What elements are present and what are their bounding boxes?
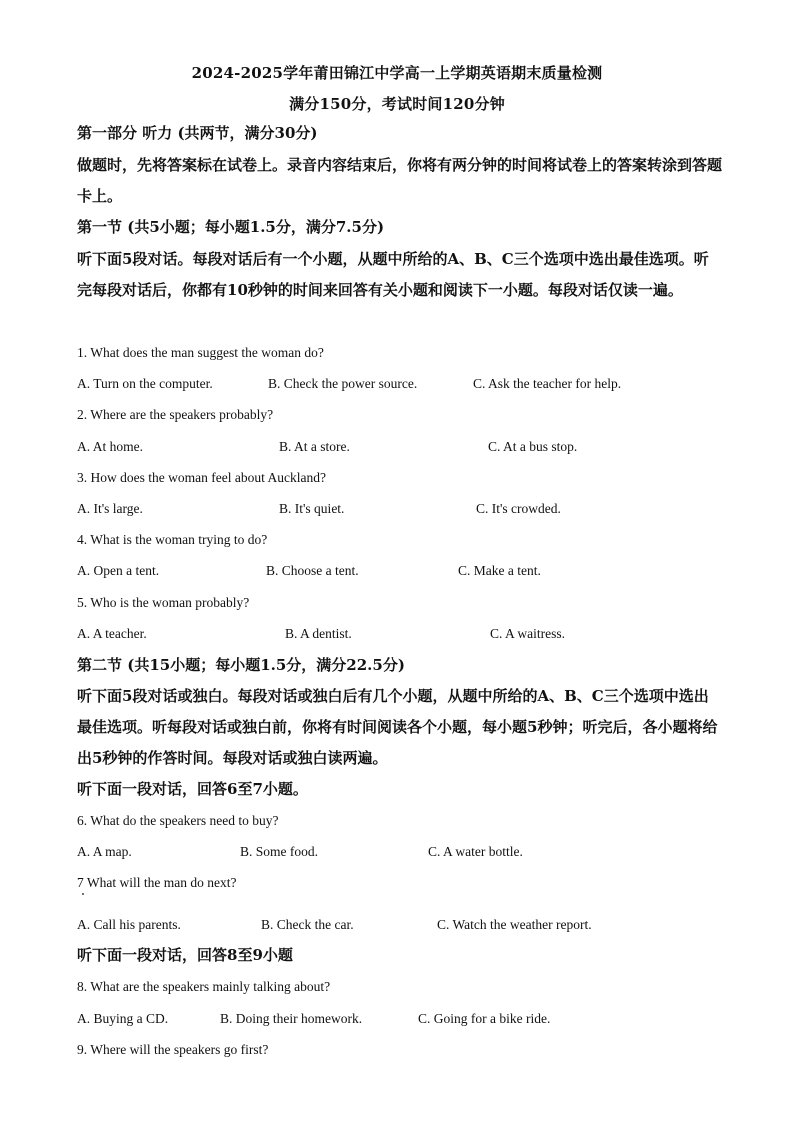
option-b: B. Choose a tent.	[266, 563, 359, 578]
option-c: C. Watch the weather report.	[437, 917, 592, 932]
option-c: C. Ask the teacher for help.	[473, 376, 622, 391]
option-c: C. Going for a bike ride.	[418, 1011, 551, 1026]
option-c: C. A water bottle.	[428, 844, 523, 859]
question-3: 3. How does the woman feel about Auckland?	[77, 470, 326, 485]
option-a: A. Turn on the computer.	[77, 376, 213, 391]
section2-heading: 第二节 (共15小题；每小题1.5分，满分22.5分)	[77, 656, 405, 674]
option-a: A. Open a tent.	[77, 563, 160, 578]
question-1: 1. What does the man suggest the woman do?	[77, 345, 324, 360]
option-a: A. It's large.	[77, 501, 143, 516]
exam-title: 2024-2025学年莆田锦江中学高一上学期英语期末质量检测	[191, 64, 603, 82]
option-a: A. At home.	[77, 439, 143, 454]
part1-instruction: 做题时，先将答案标在试卷上。录音内容结束后，你将有两分钟的时间将试卷上的答案转涂到答题卡上。	[77, 156, 723, 205]
option-c: C. It's crowded.	[476, 501, 561, 516]
option-a: A. Buying a CD.	[77, 1011, 169, 1026]
option-b: B. Check the car.	[261, 917, 354, 932]
option-a: A. A teacher.	[77, 626, 147, 641]
section1-instruction: 听下面5段对话。每段对话后有一个小题，从题中所给的A、B、C三个选项中选出最佳选项。听完每段对话后，你都有10秒钟的时间来回答有关小题和阅读下一小题。每段对话仅读一遍。	[77, 250, 709, 299]
option-a: A. Call his parents.	[77, 917, 181, 932]
option-c: C. A waitress.	[490, 626, 566, 641]
exam-subtitle: 满分150分，考试时间120分钟	[289, 95, 505, 113]
question-6: 6. What do the speakers need to buy?	[77, 813, 279, 828]
group2-heading: 听下面一段对话，回答8至9小题	[77, 946, 293, 964]
group1-heading: 听下面一段对话，回答6至7小题。	[77, 780, 308, 798]
question-5: 5. Who is the woman probably?	[77, 595, 250, 610]
option-b: B. Some food.	[240, 844, 319, 859]
stray-dot	[82, 893, 84, 895]
section1-heading: 第一节 (共5小题；每小题1.5分，满分7.5分)	[77, 218, 385, 236]
option-b: B. A dentist.	[285, 626, 352, 641]
option-b: B. Check the power source.	[268, 376, 418, 391]
option-c: C. At a bus stop.	[488, 439, 578, 454]
option-a: A. A map.	[77, 844, 132, 859]
question-7: 7 What will the man do next?	[77, 875, 237, 890]
option-b: B. Doing their homework.	[220, 1011, 363, 1026]
option-b: B. At a store.	[279, 439, 350, 454]
option-b: B. It's quiet.	[279, 501, 345, 516]
question-8: 8. What are the speakers mainly talking about?	[77, 979, 331, 994]
section2-instruction: 听下面5段对话或独白。每段对话或独白后有几个小题，从题中所给的A、B、C三个选项中选出最佳选项。听每段对话或独白前，你将有时间阅读各个小题，每小题5秒钟；听完后，各小题将给出5秒钟的作答时间。每段对话或独白读两遍。	[77, 687, 718, 767]
question-9: 9. Where will the speakers go first?	[77, 1042, 269, 1057]
part1-heading: 第一部分 听力 (共两节，满分30分)	[77, 124, 318, 142]
question-2: 2. Where are the speakers probably?	[77, 407, 274, 422]
question-4: 4. What is the woman trying to do?	[77, 532, 268, 547]
option-c: C. Make a tent.	[458, 563, 541, 578]
